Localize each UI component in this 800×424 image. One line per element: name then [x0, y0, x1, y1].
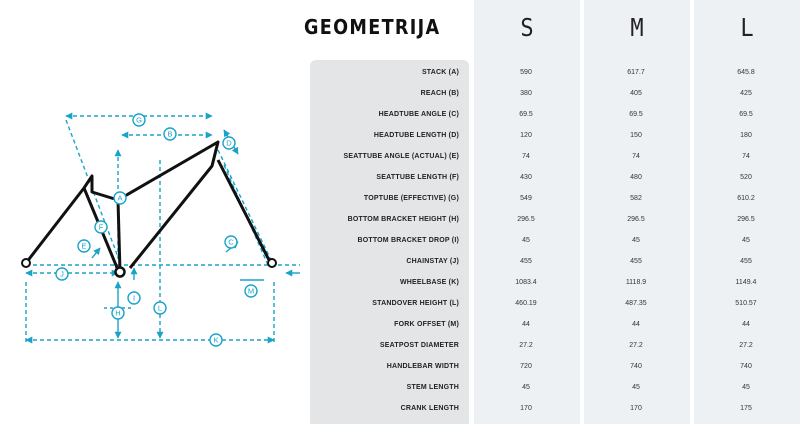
cell-l: 45	[742, 237, 750, 244]
cell-m: 74	[632, 153, 640, 160]
row-label: FORK OFFSET (M)	[394, 321, 459, 328]
cell-s: 74	[522, 153, 530, 160]
svg-text:H: H	[115, 308, 121, 318]
cell-s: 380	[520, 90, 532, 97]
cell-m: 45	[632, 237, 640, 244]
cell-m: 170	[630, 405, 642, 412]
cell-l: 1149.4	[735, 279, 757, 286]
cell-l: 610.2	[737, 195, 755, 202]
cell-l: 296.5	[737, 216, 755, 223]
svg-text:I: I	[132, 293, 136, 303]
cell-l: 645.8	[737, 69, 755, 76]
cell-m: 617.7	[627, 69, 645, 76]
row-label: SEATPOST DIAMETER	[379, 342, 459, 349]
cell-l: 44	[742, 321, 750, 328]
size-header-l: L	[740, 14, 754, 43]
dimension-label	[112, 307, 124, 319]
dimension-label	[114, 192, 126, 204]
cell-m: 582	[630, 195, 642, 202]
bottom-bracket	[116, 268, 125, 277]
svg-text:B: B	[167, 129, 173, 139]
dimension-label	[128, 292, 140, 304]
cell-m: 1118.9	[625, 279, 647, 286]
cell-s: 120	[520, 132, 532, 139]
dimension-label	[133, 114, 145, 126]
svg-text:C: C	[228, 237, 234, 247]
row-label: TOPTUBE (EFFECTIVE) (G)	[363, 195, 459, 202]
svg-text:J: J	[60, 269, 64, 279]
svg-text:E: E	[81, 241, 87, 251]
svg-text:F: F	[98, 222, 104, 232]
cell-s: 69.5	[519, 111, 533, 118]
rear-axle	[22, 259, 30, 267]
cell-s: 720	[520, 363, 532, 370]
cell-s: 296.5	[517, 216, 535, 223]
size-column-l	[694, 0, 800, 424]
dimension-label	[154, 302, 166, 314]
bike-frame	[26, 142, 270, 272]
cell-m: 740	[630, 363, 642, 370]
cell-l: 175	[740, 405, 752, 412]
svg-text:A: A	[117, 193, 123, 203]
dimension-label	[164, 128, 176, 140]
cell-m: 150	[630, 132, 642, 139]
cell-l: 69.5	[739, 111, 753, 118]
bike-geometry-diagram	[0, 0, 300, 424]
cell-s: 430	[520, 174, 532, 181]
cell-s: 455	[520, 258, 532, 265]
row-label: HEADTUBE ANGLE (C)	[378, 111, 459, 118]
row-label: REACH (B)	[420, 90, 459, 97]
svg-text:D: D	[226, 138, 232, 148]
cell-s: 1083.4	[515, 279, 537, 286]
cell-m: 44	[632, 321, 640, 328]
row-label: BOTTOM BRACKET HEIGHT (H)	[347, 216, 459, 223]
cell-s: 170	[520, 405, 532, 412]
row-label: WHEELBASE (K)	[400, 279, 459, 286]
dimension-label	[56, 268, 68, 280]
row-label: STEM LENGTH	[406, 384, 459, 391]
cell-m: 27.2	[629, 342, 643, 349]
size-column-s	[474, 0, 580, 424]
cell-s: 45	[522, 384, 530, 391]
cell-l: 740	[740, 363, 752, 370]
cell-m: 480	[630, 174, 642, 181]
cell-m: 45	[632, 384, 640, 391]
cell-s: 27.2	[519, 342, 533, 349]
dimension-label	[95, 221, 107, 233]
cell-m: 455	[630, 258, 642, 265]
row-label: HANDLEBAR WIDTH	[386, 363, 459, 370]
cell-m: 487.35	[625, 300, 647, 307]
row-label: CHAINSTAY (J)	[406, 258, 459, 265]
cell-m: 405	[630, 90, 642, 97]
cell-m: 69.5	[629, 111, 643, 118]
cell-s: 44	[522, 321, 530, 328]
dimension-labels	[56, 114, 257, 346]
dimension-label	[78, 240, 90, 252]
cell-s: 549	[520, 195, 532, 202]
page-title: GEOMETRIJA	[304, 15, 441, 39]
cell-l: 455	[740, 258, 752, 265]
row-label: BOTTOM BRACKET DROP (I)	[357, 237, 459, 244]
cell-m: 296.5	[627, 216, 645, 223]
row-label: HEADTUBE LENGTH (D)	[373, 132, 459, 139]
size-column-m	[584, 0, 690, 424]
row-label: STANDOVER HEIGHT (L)	[372, 300, 459, 307]
cell-l: 425	[740, 90, 752, 97]
svg-text:M: M	[247, 286, 255, 296]
row-label: CRANK LENGTH	[400, 405, 459, 412]
size-header-s: S	[520, 14, 534, 43]
cell-l: 27.2	[739, 342, 753, 349]
cell-s: 460.19	[515, 300, 537, 307]
cell-s: 45	[522, 237, 530, 244]
dimension-label	[210, 334, 222, 346]
cell-l: 520	[740, 174, 752, 181]
svg-text:L: L	[157, 303, 163, 313]
svg-text:G: G	[136, 115, 142, 125]
cell-l: 74	[742, 153, 750, 160]
dimension-label	[225, 236, 237, 248]
dimension-label	[223, 137, 235, 149]
cell-l: 180	[740, 132, 752, 139]
svg-text:K: K	[213, 335, 219, 345]
size-header-m: M	[630, 14, 644, 43]
row-label: SEATTUBE ANGLE (ACTUAL) (E)	[343, 153, 459, 160]
dimension-label	[245, 285, 257, 297]
cell-l: 45	[742, 384, 750, 391]
row-label: SEATTUBE LENGTH (F)	[376, 174, 459, 181]
cell-s: 590	[520, 69, 532, 76]
cell-l: 510.57	[735, 300, 757, 307]
row-label: STACK (A)	[421, 69, 459, 76]
